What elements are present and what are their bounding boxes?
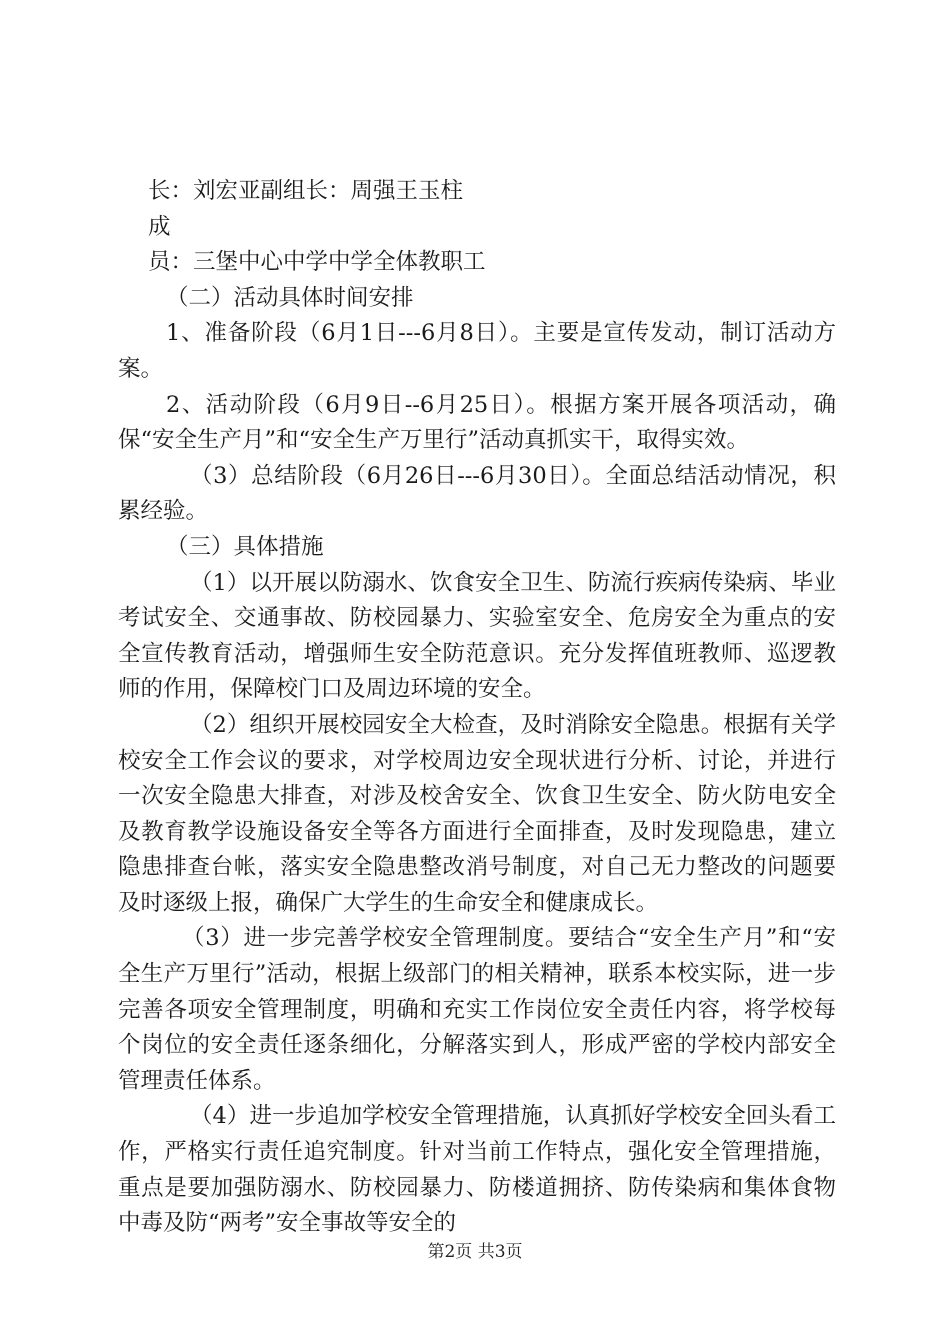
page-footer: 第2页 共3页 [427,1242,523,1262]
section-heading-measures: （三）具体措施 [166,533,324,560]
leader-line: 长：刘宏亚副组长：周强王玉柱 [148,178,464,204]
paragraph-measure-4: （4）进一步追加学校安全管理措施，认真抓好学校安全回头看工作，严格实行责任追究制度。针对当前工作特点，强化安全管理措施，重点是要加强防溺水、防校园暴力、防楼道拥挤、防传染病和集体食物中毒及防“两考”安全事故等安全的 [118,1103,836,1237]
paragraph-measure-1: （1）以开展以防溺水、饮食安全卫生、防流行疾病传染病、毕业考试安全、交通事故、防校园暴力、实验室安全、危房安全为重点的安全宣传教育活动，增强师生安全防范意识。充分发挥值班教师、巡逻教师的作用，保障校门口及周边环境的安全。 [118,569,836,703]
paragraph-preparation-stage: 1、准备阶段（6月1日---6月8日）。主要是宣传发动，制订活动方案。 [118,320,836,382]
member-label-line: 成 [148,213,171,240]
paragraph-activity-stage: 2、活动阶段（6月9日--6月25日）。根据方案开展各项活动，确保“安全生产月”和“安全生产万里行”活动真抓实干，取得实效。 [118,391,836,454]
member-line: 员：三堡中心中学中学全体教职工 [148,249,486,276]
section-heading-schedule: （二）活动具体时间安排 [166,284,414,311]
paragraph-measure-2: （2）组织开展校园安全大检查，及时消除安全隐患。根据有关学校安全工作会议的要求，对学校周边安全现状进行分析、讨论，并进行一次安全隐患大排查，对涉及校舍安全、饮食卫生安全、防火防电安全及教育教学设施设备安全等各方面进行全面排查，及时发现隐患，建立隐患排查台帐，落实安全隐患整改消号制度，对自己无力整改的问题要及时逐级上报，确保广大学生的生命安全和健康成长。 [118,711,836,916]
paragraph-summary-stage: （3）总结阶段（6月26日---6月30日）。全面总结活动情况，积累经验。 [118,462,836,525]
paragraph-measure-3: （3）进一步完善学校安全管理制度。要结合“安全生产月”和“安全生产万里行”活动，根据上级部门的相关精神，联系本校实际，进一步完善各项安全管理制度，明确和充实工作岗位安全责任内容，将学校每个岗位的安全责任逐条细化，分解落实到人，形成严密的学校内部安全管理责任体系。 [118,925,836,1094]
document-body [118,174,836,1242]
